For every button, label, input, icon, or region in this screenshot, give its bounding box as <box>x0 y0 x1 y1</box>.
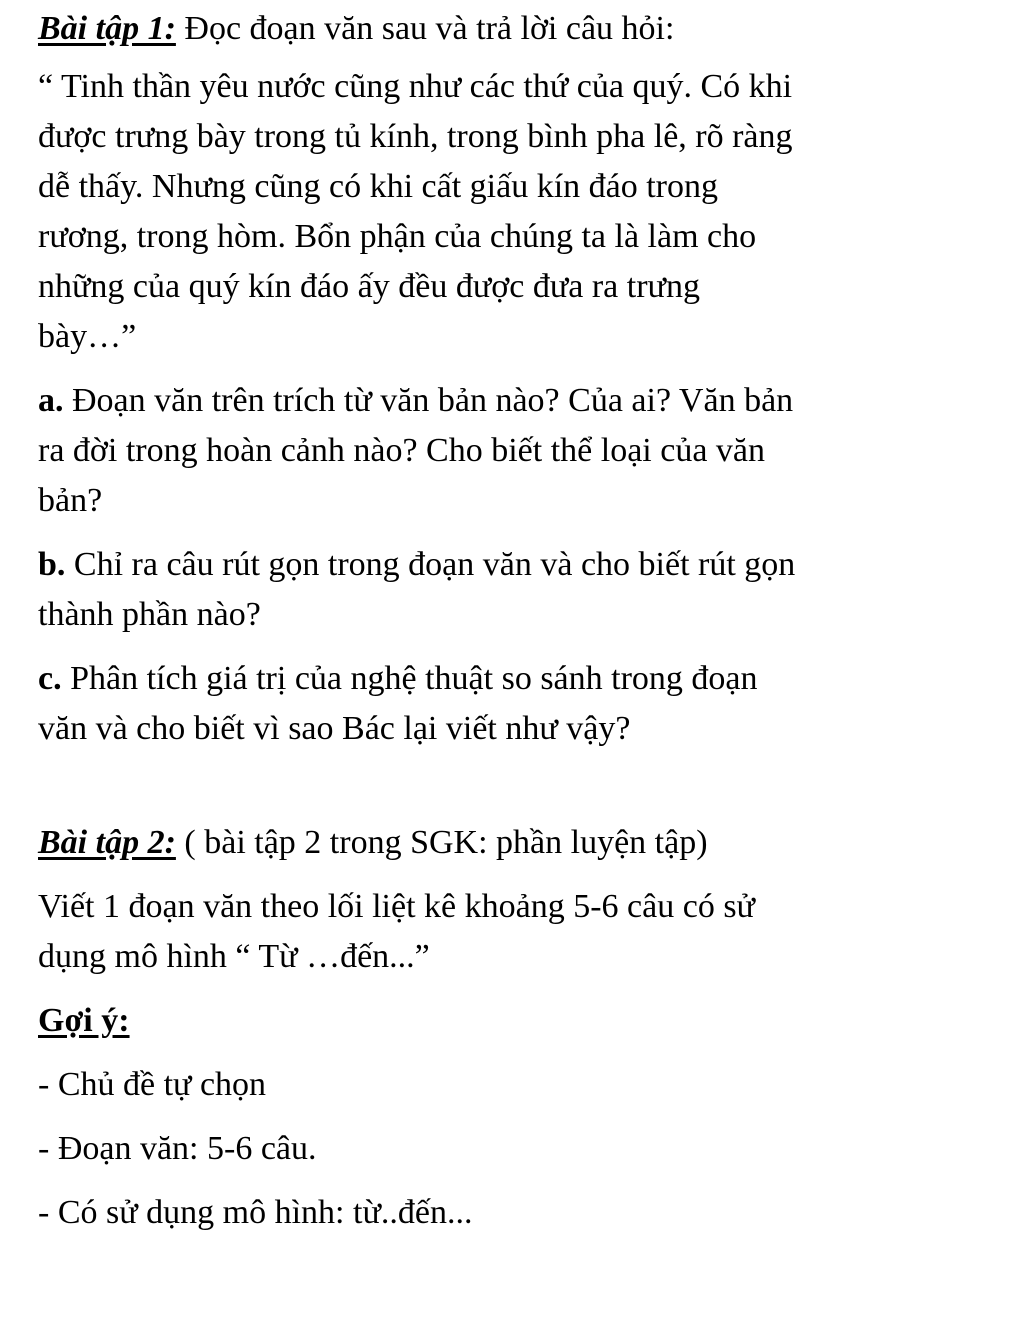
question-a-letter: a. <box>38 382 64 419</box>
exercise-1-instruction: Đọc đoạn văn sau và trả lời câu hỏi: <box>175 10 675 47</box>
question-c-letter: c. <box>38 660 62 697</box>
question-a-text: Đoạn văn trên trích từ văn bản nào? Của ai? Văn bản <box>63 382 794 419</box>
exercise-2-heading <box>38 818 998 868</box>
question-b-letter: b. <box>38 546 66 583</box>
task-line: Viết 1 đoạn văn theo lối liệt kê khoảng 5-6 câu có sử <box>38 888 755 925</box>
passage-line: “ Tinh thần yêu nước cũng như các thứ của quý. Có khi <box>38 68 793 105</box>
hint-heading <box>38 996 998 1046</box>
hint-label: Gợi ý: <box>38 1002 130 1039</box>
question-c-text: Phân tích giá trị của nghệ thuật so sánh trong đoạn <box>61 660 758 697</box>
exercise-1-label: Bài tập 1: <box>38 10 176 47</box>
question-b-text: Chỉ ra câu rút gọn trong đoạn văn và cho biết rút gọn <box>65 546 796 583</box>
passage-line: rương, trong hòm. Bổn phận của chúng ta là làm cho <box>38 218 757 255</box>
question-b <box>38 540 998 640</box>
passage-line: dễ thấy. Nhưng cũng có khi cất giấu kín đáo trong <box>38 168 718 205</box>
hint-item: - Chủ đề tự chọn <box>38 1066 267 1103</box>
exercise-2-label: Bài tập 2: <box>38 824 176 861</box>
hint-item: - Có sử dụng mô hình: từ..đến... <box>38 1194 473 1231</box>
passage-line: bày…” <box>38 318 137 355</box>
exercise-2-task <box>38 882 998 982</box>
question-c <box>38 654 998 754</box>
exercise-1-heading <box>38 4 998 54</box>
question-a <box>38 376 998 526</box>
exercise-2-note: ( bài tập 2 trong SGK: phần luyện tập) <box>175 824 708 861</box>
passage-line: những của quý kín đáo ấy đều được đưa ra trưng <box>38 268 700 305</box>
question-b-text: thành phần nào? <box>38 596 261 633</box>
task-line: dụng mô hình “ Từ …đến...” <box>38 938 430 975</box>
question-a-text: bản? <box>38 482 103 519</box>
question-c-text: văn và cho biết vì sao Bác lại viết như vậy? <box>38 710 631 747</box>
question-a-text: ra đời trong hoàn cảnh nào? Cho biết thể loại của văn <box>38 432 766 469</box>
hint-item: - Đoạn văn: 5-6 câu. <box>38 1130 317 1167</box>
passage-line: được trưng bày trong tủ kính, trong bình pha lê, rõ ràng <box>38 118 793 155</box>
worksheet <box>38 4 998 1238</box>
hint-list <box>38 1060 998 1238</box>
passage <box>38 62 998 362</box>
